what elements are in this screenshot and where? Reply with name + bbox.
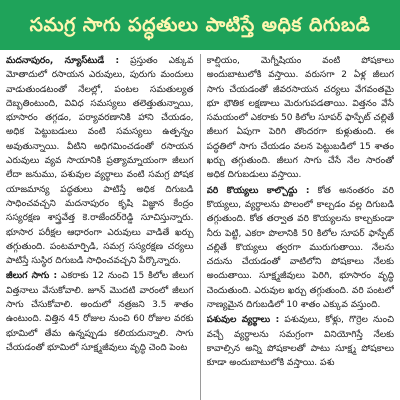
subhead-stubble: వరి కొయ్యలు కాల్చొద్దు : [206,185,310,196]
paragraph-livestock [207,313,395,370]
paragraph-stubble [207,184,395,313]
paragraph-text: కోత అనంతరం వరి కొయ్యలు, వ్యర్థాలను పొలంలో కాల్చడం వల్ల దిగుబడి తగ్గుతుంది. కోత తర్వాత వరి కొయ్యలను కాల్చకుండా నీరు పెట్టి, ఎకరా పొలానికి 50 కిలోల సూపర్ ఫాస్ఫేట్ చల్లితే కొయ్యలు త్వరగా మురుగుతాయి. నేలను చదును చేయడంతో వాటిలోని పోషకాలు నేలకు అందుతాయి. సూక్ష్మజీవులు పెరిగి, భూసారం వృద్ధి చెందుతుంది. ఎరువుల ఖర్చు తగ్గుతుంది. వరి పంటలో నాణ్యమైన దిగుబడిలో 10 శాతం ఎక్కువ వస్తుంది. [206,185,394,311]
subhead-jeeluga: జీలుగ సాగు : [6,271,58,282]
column-left [6,54,194,400]
paragraph-text: పశువులు, కోళ్లు, గొర్రెల నుంచి వచ్చే వ్యర్థాలను సమగ్రంగా వినియోగిస్తే నేలకు కావాల్సిన అన్ని పోషకాలతో పాటు సూక్ష్మ పోషకాలు కూడా అందుబాటులోకి వస్తాయి. పశు [206,315,394,369]
dateline: మదనాపురం, న్యూస్‌టుడే : [6,56,120,66]
paragraph-continued [207,54,395,183]
subhead-livestock: పశువుల వ్యర్థాలు : [206,315,280,326]
paragraph-text: ప్రస్తుతం ఎక్కువ మోతాదులో రసాయన ఎరువులు, పురుగు మందులు వాడుతుండటంతో నేలల్లో, పంటల సమతుల్యత దెబ్బతింటుంది, వివిధ సమస్యలు తలెత్తుతున్నాయి, భూసారం తగ్గడం, పర్యావరణానికి హాని చేయడం, అధిక పెట్టుబడులు వంటి సమస్యలు ఉత్పన్నం అవుతున్నాయి. వీటిని అధిగమించడంతో రసాయన ఎరువులు వ్యవ సాయానికి ప్రత్యామ్నాయంగా జీలుగ లేదా జనుము, పశువుల వ్యర్థాలు వంటి సమగ్ర పోషక యాజమాన్య పద్ధతులు పాటిస్తే అధిక దిగుబడి సాధించవచ్చని మదనాపురం కృషి విజ్ఞాన కేంద్రం సస్యరక్షణ శాస్త్రవేత్త కె.రాజేందర్‌రెడ్డి సూచిస్తున్నారు. భూసార పరీక్షల ఆధారంగా ఎరువులు వాడితే ఖర్చు తగ్గుతుంది. పంటమార్పిడి, సమగ్ర సస్యరక్షణ చర్యలు పాటిస్తే సుస్థిర దిగుబడి సాధించవచ్చని పేర్కొన్నారు. [6,56,194,267]
paragraph-intro [6,54,194,268]
paragraph-jeeluga [6,269,194,355]
column-right [207,54,395,400]
headline: సమగ్ర సాగు పద్ధతులు పాటిస్తే అధిక దిగుబడి [0,0,400,50]
paragraph-text: ఎకరాకు 12 నుంచి 15 కిలోల జీలుగ విత్తనాలు వేసుకోవాలి. జూన్ మొదటి వారంలో జీలుగ సాగు చేసుకోవాలి. అందులో నత్రజని 3.5 శాతం ఉంటుంది. విత్తిన 45 రోజుల నుంచి 60 రోజుల వరకు భూమిలో తేమ ఉన్నప్పుడు కలియదున్నాలి. సాగు చేయడంతో భూమిలో సూక్ష్మజీవులు వృద్ధి చెంది పెంట [6,271,194,353]
column-divider [200,54,201,400]
article-body [6,54,394,400]
paragraph-text: కాల్షియం, మెగ్నీషియం వంటి పోషకాలు అందుబాటులోకి వస్తాయి. వరుసగా 2 ఏళ్ల జీలుగ సాగు చేయడంతో జీవరసాయన చర్యలు వేగవంతమై భూ భౌతిక లక్షణాలు మెరుగుపడతాయి. విత్తనం వేసే సమయంలో ఎకరాకు 50 కిలోల సూపర్ ఫాస్ఫేట్ చల్లితే జీలుగ ఏపుగా పెరిగి తొందరగా కుళ్లుతుంది. ఈ పద్ధతిలో సాగు చేయడం వలన పెట్టుబడిలో 15 శాతం ఖర్చు తగ్గుతుంది. జీలుగ సాగు చేసే నేల సారంతో అధిక దిగుబడులు వస్తాయి. [206,56,394,181]
